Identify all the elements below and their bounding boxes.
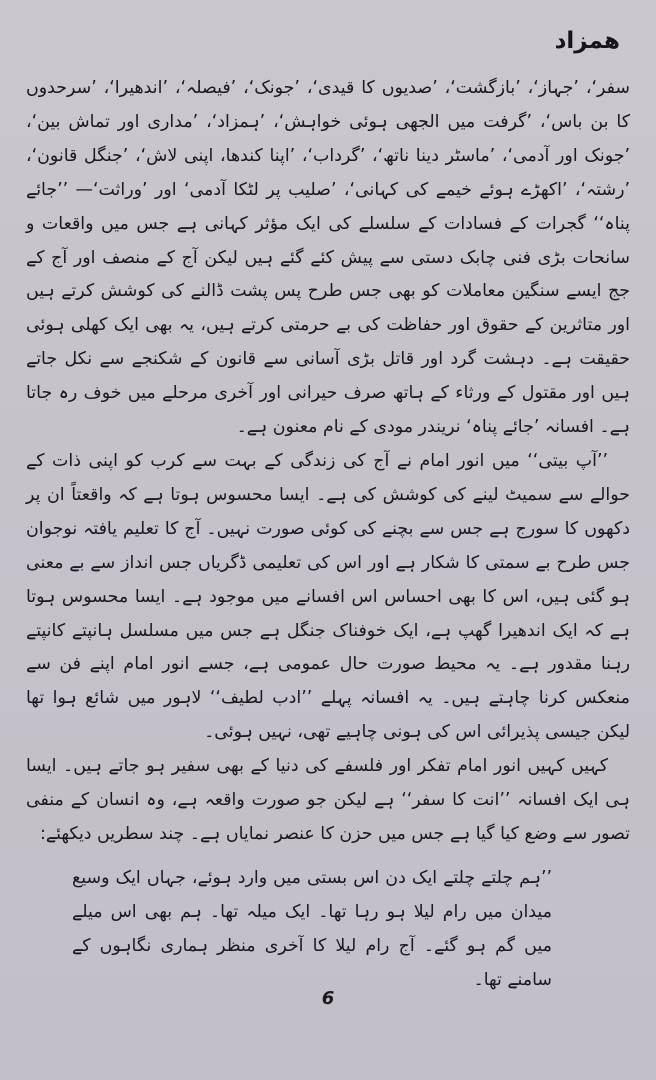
paragraph-3: کہیں کہیں انور امام تفکر اور فلسفے کی دنیا کے بھی سفیر ہو جاتے ہیں۔ ایسا ہی ایک افسانہ ’’انت کا سفر‘‘ ہے لیکن جو صورت واقعہ ہے، وہ انسان کے منفی تصور سے وضع کیا گیا ہے جس میں حزن کا عنصر نمایاں ہے۔ چند سطریں دیکھئے: xyxy=(26,756,630,844)
running-header-title: همزاد xyxy=(554,28,620,54)
body-text xyxy=(26,72,630,852)
block-quote: ’’ہم چلتے چلتے ایک دن اس بستی میں وارد ہوئے، جہاں ایک وسیع میدان میں رام لیلا ہو رہا تھا۔ ایک میلہ تھا۔ ہم بھی اس میلے میں گم ہو گئے۔ آج رام لیلا کا آخری منظر ہماری نگاہوں کے سامنے تھا۔ xyxy=(72,868,552,990)
paragraph-1: سفر‘، ’جہاز‘، ’بازگشت‘، ’صدیوں کا قیدی‘، ’جونک‘، ’فیصلہ‘، ’اندھیرا‘، ’سرحدوں کا بن باس‘، ’گرفت میں الجھی ہوئی خواہش‘، ’ہمزاد‘، ’مداری اور تماش بین‘، ’جونک اور آدمی‘، ’ماسٹر دینا ناتھ‘، ’گرداب‘، ’اپنا کندھا، اپنی لاش‘، ’جنگل قانون‘، ’رشتہ‘، ’اکھڑے ہوئے خیمے کی کہانی‘، ’صلیب پر لٹکا آدمی‘ اور ’وراثت‘— ’’جائے پناہ‘‘ گجرات کے فسادات کے سلسلے کی ایک مؤثر کہانی ہے جس میں واقعات و سانحات بڑی فنی چابک دستی سے پیش کئے گئے ہیں لیکن آج کے منصف اور آج کے جج ایسے سنگین معاملات کو بھی جس طرح پس پشت ڈالنے کی کوشش کرتے ہیں اور متاثرین کے حقوق اور حفاظت کی بے حرمتی کرتے ہیں، یہ بھی ایک کھلی ہوئی حقیقت ہے۔ دہشت گرد اور قاتل بڑی آسانی سے قانون کے شکنجے سے نکل جاتے ہیں اور مقتول کے ورثاء کے ہاتھ صرف حیرانی اور آخری مرحلے میں خوف رہ جاتا ہے۔ افسانہ ’جائے پناہ‘ نریندر مودی کے نام معنون ہے۔ xyxy=(26,78,630,438)
page-number: 6 xyxy=(321,988,335,1009)
paragraph-2: ’’آپ بیتی‘‘ میں انور امام نے آج کی زندگی کے بہت سے کرب کو اپنی ذات کے حوالے سے سمیٹ لینے کی کوشش کی ہے۔ ایسا محسوس ہوتا ہے کہ واقعتاً ان پر دکھوں کا سورج ہے جس سے بچنے کی کوئی صورت نہیں۔ آج کا تعلیم یافتہ نوجوان جس طرح بے سمتی کا شکار ہے اور اس کی تعلیمی ڈگریاں جس انداز سے بے معنی ہو گئی ہیں، اس کا بھی احساس اس افسانے میں موجود ہے۔ ایسا محسوس ہوتا ہے کہ ایک اندھیرا گھپ ہے، ایک خوفناک جنگل ہے جس میں مسلسل ہانپتے کانپتے رہنا مقدور ہے۔ یہ محیط صورت حال عمومی ہے، جسے انور امام اپنے فن سے منعکس کرنا چاہتے ہیں۔ یہ افسانہ پہلے ’’ادب لطیف‘‘ لاہور میں شائع ہوا تھا لیکن جیسی پذیرائی اس کی ہونی چاہیے تھی، نہیں ہوئی۔ xyxy=(26,450,630,743)
